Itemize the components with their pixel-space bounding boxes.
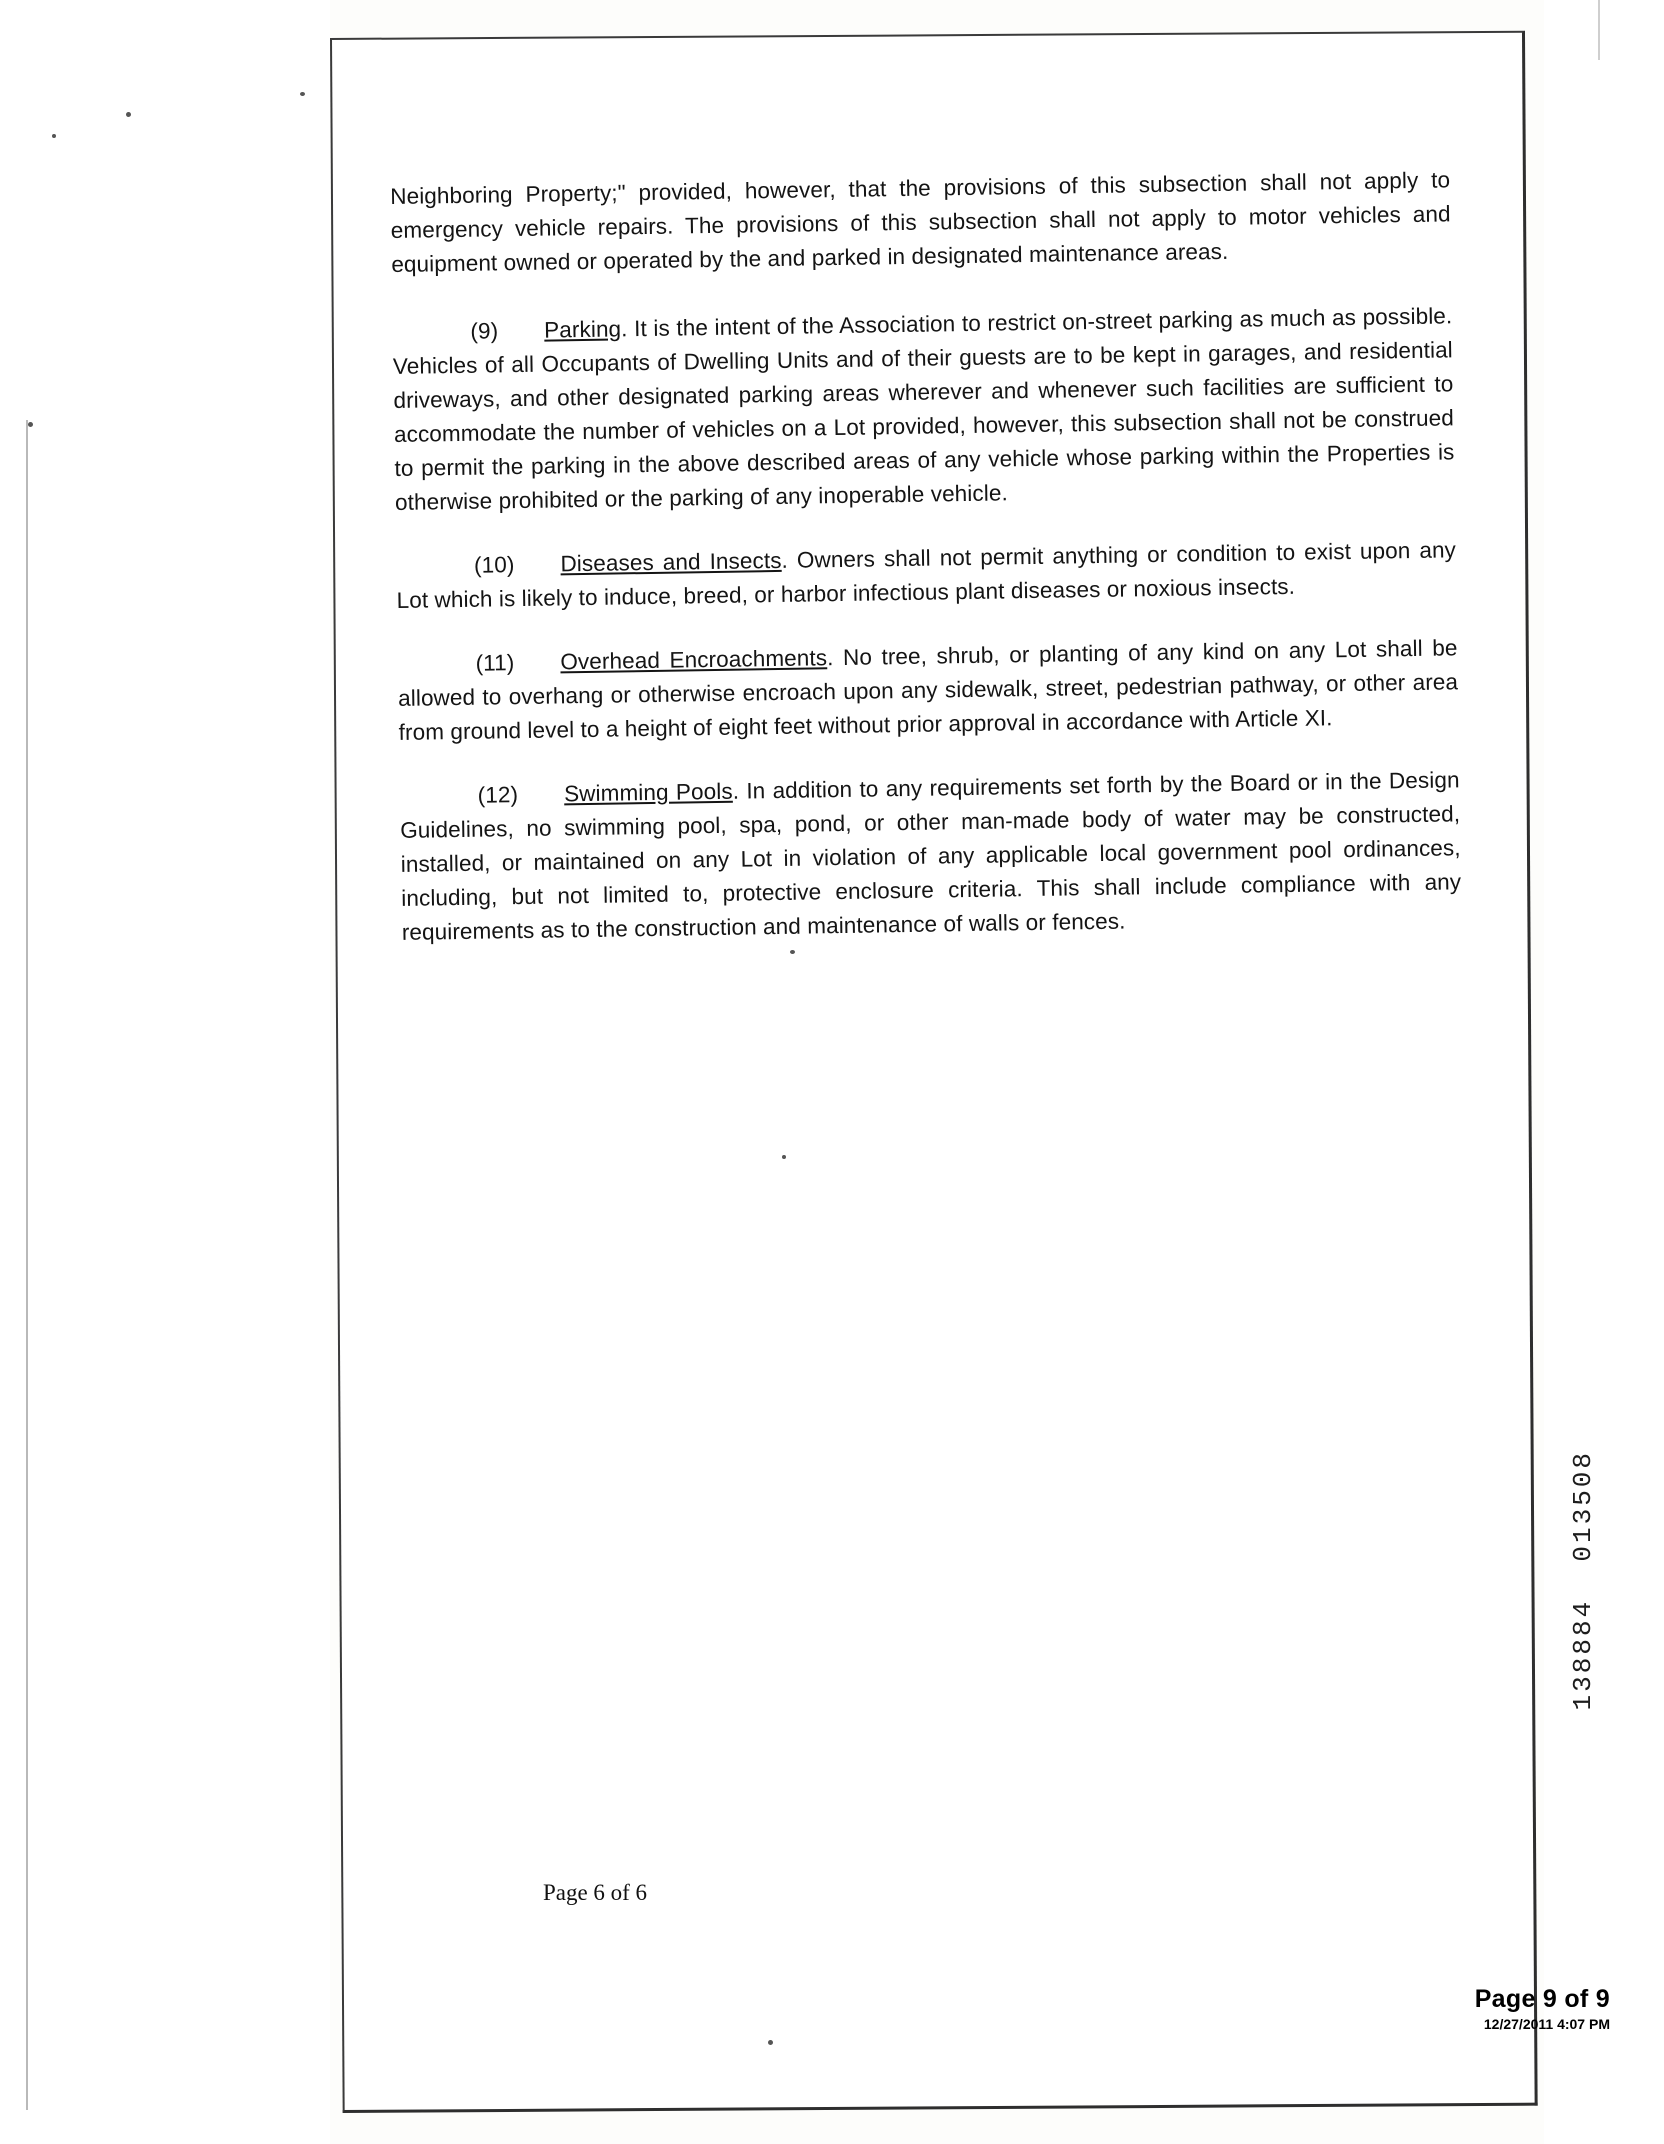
paragraph-text: Neighboring Property;" provided, however, that the provisions of this subsection shall not apply to emergency vehicle repairs. The provisions of this subsection shall not apply to motor vehicles and equipment owned or operated by the and parked in designated maintenance areas.: [390, 167, 1451, 277]
paragraph-text: . No tree, shrub, or planting of any kind on any Lot shall be allowed to overhang or otherwise encroach upon any sidewalk, street, pedestrian pathway, or other area from ground level to a height of eight feet without prior approval in accordance with Article XI.: [397, 635, 1459, 745]
paragraph-parking: [392, 299, 1455, 520]
scan-speck: [28, 422, 33, 427]
paragraph-swimming-pools: [399, 763, 1462, 950]
paragraph-text: . In addition to any requirements set forth by the Board or in the Design Guidelines, no swimming pool, spa, pond, or other man-made body of water may be constructed, installed, or maintained on any Lot in violation of any applicable local government pool ordinances, including, but not limited to, protective enclosure criteria. This shall include compliance with any requirements as to the construction and maintenance of walls or fences.: [400, 767, 1462, 945]
scan-artifact-line-right: [1598, 0, 1600, 60]
paragraph-indent: [398, 671, 476, 672]
scan-stamp-timestamp: 12/27/2011 4:07 PM: [1483, 2016, 1610, 2032]
document-side-number: 138884 013508: [1568, 1450, 1598, 1711]
paragraph-term: Swimming Pools: [563, 778, 733, 807]
page-right-margin: [1544, 0, 1664, 2144]
paragraph-continuation: [390, 163, 1451, 282]
paragraph-gap: [515, 571, 561, 572]
paragraph-term: Overhead Encroachments: [560, 645, 828, 675]
paragraph-indent: [393, 339, 471, 340]
paragraph-gap: [498, 338, 544, 339]
paragraph-indent: [400, 803, 478, 804]
paragraph-overhead-encroachments: [397, 631, 1458, 750]
paragraph-term: Diseases and Insects: [560, 547, 782, 577]
paragraph-term: Parking: [543, 316, 622, 343]
scan-stamp-page-label: Page 9 of 9: [1474, 1985, 1610, 2013]
paragraph-number: (11): [475, 650, 515, 676]
paragraph-gap: [518, 801, 564, 802]
scan-artifact-line-left: [26, 420, 28, 2110]
paragraph-indent: [396, 573, 474, 574]
scan-speck: [300, 92, 305, 96]
page-footer: Page 6 of 6: [542, 1880, 648, 1905]
scan-speck: [52, 134, 56, 138]
paragraph-number: (9): [470, 318, 499, 344]
page-left-margin: [0, 0, 330, 2144]
document-body: [390, 163, 1462, 980]
scan-stamp: [1475, 1985, 1610, 2032]
paragraph-gap: [514, 669, 560, 670]
scan-speck: [782, 1155, 786, 1159]
scan-speck: [768, 2040, 773, 2045]
paragraph-diseases-and-insects: [396, 533, 1457, 618]
scan-speck: [126, 112, 131, 117]
paragraph-text: . It is the intent of the Association to restrict on-street parking as much as possible. Vehicles of all Occupants of Dwelling Units and of their guests are to be kept in garages, and residential driveways, and other designated parking areas wherever and whenever such facilities are sufficient to accommodate the number of vehicles on a Lot provided, however, this subsection shall not be construed to permit the parking in the above described areas of any vehicle whose parking within the Properties is otherwise prohibited or the parking of any inoperable vehicle.: [392, 303, 1455, 515]
paragraph-number: (12): [477, 782, 519, 808]
paragraph-text: . Owners shall not permit anything or condition to exist upon any Lot which is likely to induce, breed, or harbor infectious plant diseases or noxious insects.: [396, 537, 1457, 613]
paragraph-number: (10): [473, 552, 515, 578]
